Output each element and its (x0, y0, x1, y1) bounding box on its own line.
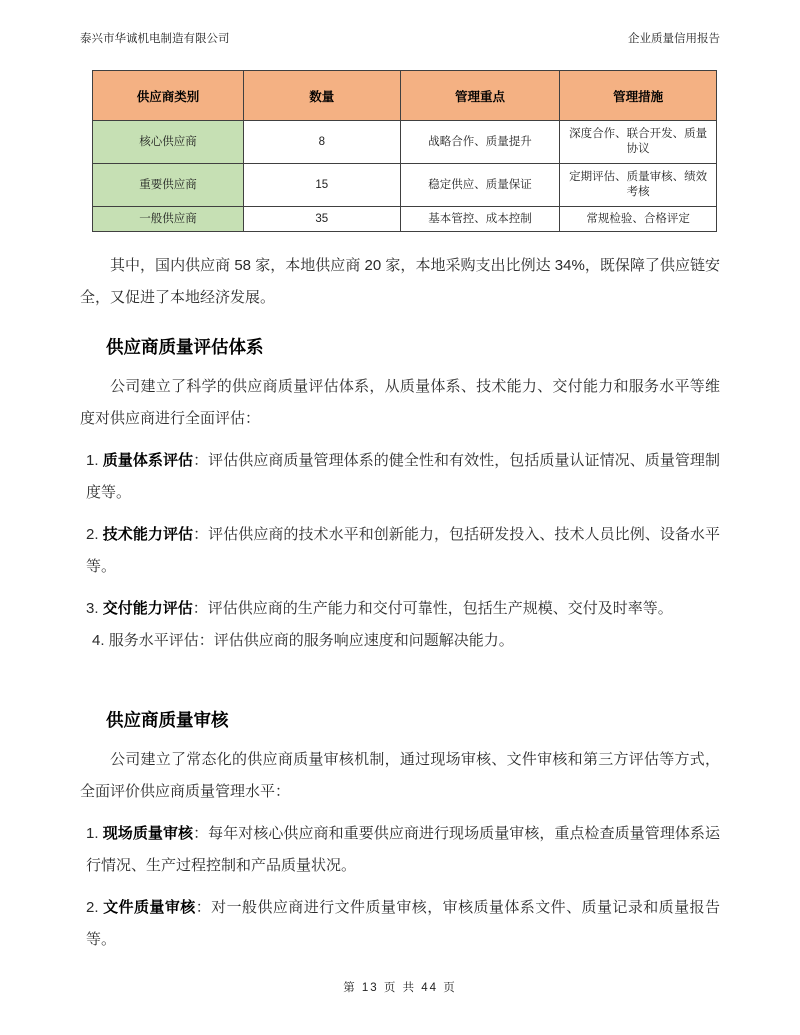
col-header-measures: 管理措施 (560, 71, 717, 121)
header-company-name: 泰兴市华诚机电制造有限公司 (80, 33, 230, 45)
table-row (93, 164, 717, 207)
table-row (93, 121, 717, 164)
evaluation-intro-paragraph: 公司建立了科学的供应商质量评估体系，从质量体系、技术能力、交付能力和服务水平等维度对供应商进行全面评估： (80, 378, 720, 427)
col-header-count: 数量 (244, 71, 401, 121)
list-item (80, 445, 720, 509)
list-item (80, 625, 720, 657)
col-header-focus: 管理重点 (400, 71, 560, 121)
list-item (80, 519, 720, 583)
cell-category: 一般供应商 (93, 207, 244, 232)
cell-category: 核心供应商 (93, 121, 244, 164)
summary-paragraph: 其中，国内供应商 58 家，本地供应商 20 家，本地采购支出比例达 34%，既保障了供应链安全，又促进了本地经济发展。 (80, 257, 720, 306)
table-row (93, 207, 717, 232)
item-number: 2. (86, 526, 99, 543)
item-number: 4. (92, 632, 105, 649)
col-header-category: 供应商类别 (93, 71, 244, 121)
list-item (80, 818, 720, 882)
section-title-evaluation: 供应商质量评估体系 (106, 337, 264, 357)
cell-focus: 战略合作、质量提升 (400, 121, 560, 164)
item-number: 3. (86, 600, 99, 617)
item-label: 文件质量审核 (103, 899, 196, 916)
item-text: ：每年对核心供应商和重要供应商进行现场质量审核，重点检查质量管理体系运行情况、生产过程控制和产品质量状况。 (86, 825, 720, 874)
list-item (80, 892, 720, 956)
cell-measures: 常规检验、合格评定 (560, 207, 717, 232)
item-number: 1. (86, 452, 99, 469)
page-number-footer: 第 13 页 共 44 页 (343, 982, 457, 994)
item-number: 2. (86, 899, 99, 916)
item-text: 服务水平评估：评估供应商的服务响应速度和问题解决能力。 (108, 632, 514, 649)
item-number: 1. (86, 825, 99, 842)
item-text: ：评估供应商的技术水平和创新能力，包括研发投入、技术人员比例、设备水平等。 (86, 526, 720, 575)
cell-focus: 稳定供应、质量保证 (400, 164, 560, 207)
cell-measures: 深度合作、联合开发、质量协议 (560, 121, 717, 164)
item-label: 交付能力评估 (102, 600, 193, 617)
section-title-audit: 供应商质量审核 (106, 710, 229, 730)
item-label: 质量体系评估 (102, 452, 194, 469)
cell-count: 35 (244, 207, 401, 232)
audit-intro-paragraph: 公司建立了常态化的供应商质量审核机制，通过现场审核、文件审核和第三方评估等方式，全面评价供应商质量管理水平： (80, 751, 720, 800)
cell-focus: 基本管控、成本控制 (400, 207, 560, 232)
cell-count: 8 (244, 121, 401, 164)
cell-count: 15 (244, 164, 401, 207)
item-text: ：评估供应商的生产能力和交付可靠性，包括生产规模、交付及时率等。 (192, 600, 673, 617)
supplier-category-table (92, 70, 717, 232)
cell-category: 重要供应商 (93, 164, 244, 207)
item-text: ：评估供应商质量管理体系的健全性和有效性，包括质量认证情况、质量管理制度等。 (86, 452, 720, 501)
item-label: 技术能力评估 (102, 526, 194, 543)
item-text: ：对一般供应商进行文件质量审核，审核质量体系文件、质量记录和质量报告等。 (86, 899, 720, 948)
running-header (0, 0, 800, 46)
cell-measures: 定期评估、质量审核、绩效考核 (560, 164, 717, 207)
table-header-row (93, 71, 717, 121)
header-report-title: 企业质量信用报告 (628, 33, 720, 45)
item-label: 现场质量审核 (102, 825, 194, 842)
list-item (80, 593, 720, 625)
